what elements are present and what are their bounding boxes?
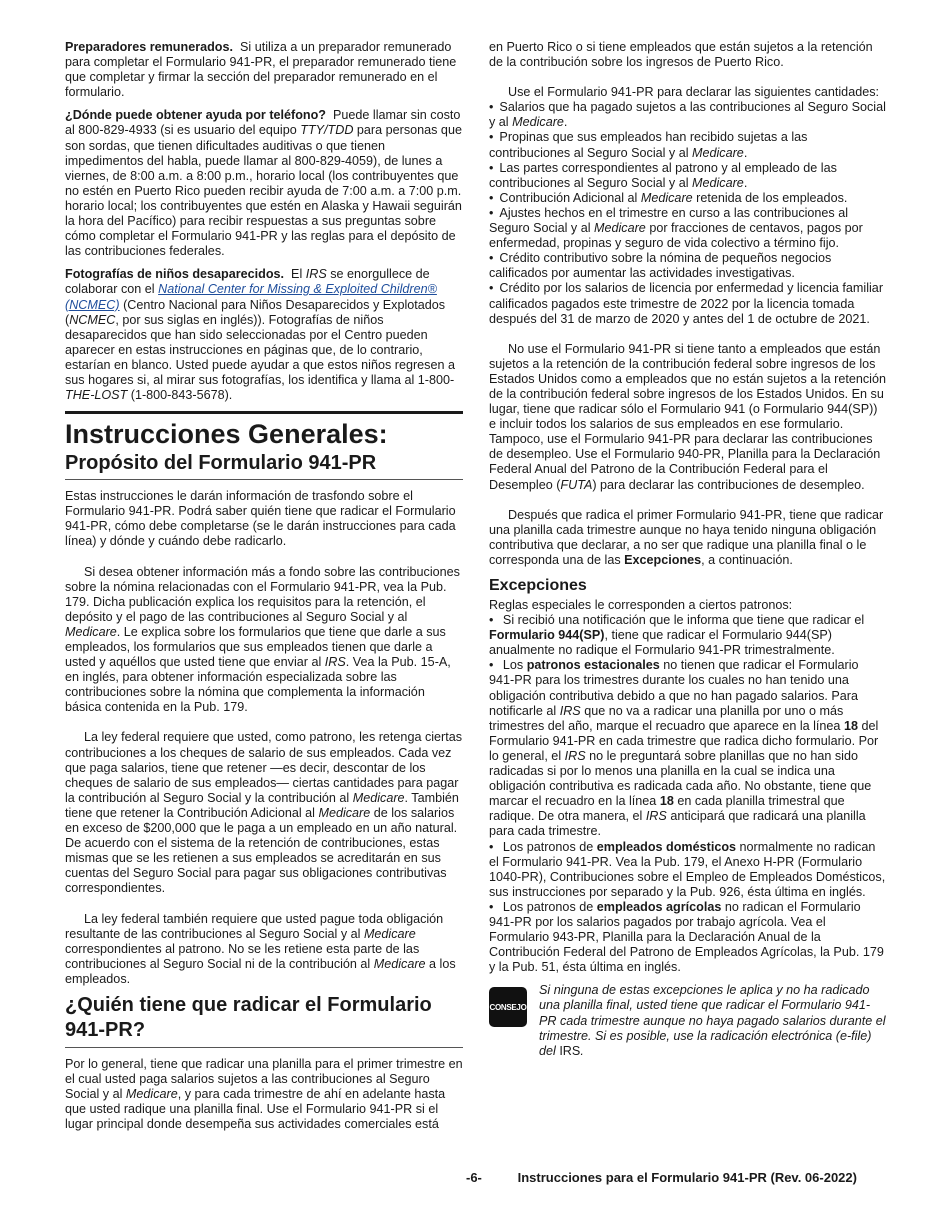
list-item: • Si recibió una notificación que le informa que tiene que radicar el Formulario 944(SP), tiene que radicar el Formulario 944(SP) anualmente no radique el Formulario 941-PR trimestralmente.: [489, 613, 887, 658]
phone-help-paragraph: ¿Dónde puede obtener ayuda por teléfono? Puede llamar sin costo al 800-829-4933 (si es usuario del equipo TTY/TDD para personas que son sordas, que tienen dificultades auditivas o que tienen impedimentos del habla, puede llamar al 800-829-4059), de lunes a viernes, de 8:00 a.m. a 8:00 p.m., horario local (los contribuyentes que no estén en Puerto Rico pueden recibir ayuda de 7:00 a.m. a 7:00 p.m. horario local; los contribuyentes que estén en Alaska y Hawaii seguirán la hora del Pacífico) para recibir respuestas a sus preguntas sobre cómo completar el Formulario 941-PR y las reglas para el depósito de las contribuciones federales.: [65, 108, 462, 259]
list-item: • Las partes correspondientes al patrono y al empleado de las contribuciones al Seguro Social y al Medicare.: [489, 161, 887, 191]
left-column: [65, 40, 463, 1132]
purpose-paragraph-4: La ley federal también requiere que usted pague toda obligación resultante de las contribuciones al Seguro Social y al Medicare correspondientes al patrono. No se les retiene esta parte de las contribuciones al Seguro Social ni de la contribución al Medicare a los empleados.: [65, 911, 456, 986]
who-must-file-heading: ¿Quién tiene que radicar el Formulario 941-PR?: [65, 993, 463, 1048]
do-not-use-paragraph: No use el Formulario 941-PR si tiene tanto a empleados que están sujetos a la retención de la contribución federal sobre ingresos de los Estados Unidos como a empleados que no están sujetos a la retención de la contribución federal sobre ingresos de los Estados Unidos. En su lugar, tiene que radicar sólo el Formulario 941 (o Formulario 944(SP)) e incluir todos los salarios de sus empleados en ese formulario. Tampoco, use el Formulario 941-PR para declarar las contribuciones de desempleo. Use el Formulario 940-PR, Planilla para la Declaración Federal Anual del Patrono de la Contribución Federal para el Desempleo (FUTA) para declarar las contribuciones de desempleo.: [489, 341, 886, 492]
list-item: • Los patronos estacionales no tienen que radicar el Formulario 941-PR para los trimestres durante los cuales no han tenido una obligación contributiva debido a que no han pagado salarios. Para notificarle al IRS que no va a radicar una planilla por uno o más trimestres del año, marque el recuadro que aparece en la línea 18 del Formulario 941-PR en cada trimestre que radica dicho formulario. Por lo general, el IRS no le preguntará sobre planillas que no han sido radicadas si por lo menos una planilla en la cual se indica una obligación contributiva es radicada cada año. No obstante, tiene que marcar el recuadro en la línea 18 en cada planilla trimestral que radique. De otra manera, el IRS anticipará que radicará una planilla para cada trimestre.: [489, 658, 887, 839]
list-item: • Crédito contributivo sobre la nómina de pequeños negocios calificados por aumentar las actividades investigativas.: [489, 251, 887, 281]
list-item: • Ajustes hechos en el trimestre en curso a las contribuciones al Seguro Social y al Medicare por fracciones de centavos, pagos por enfermedad, propinas y seguro de vida colectivo a término fijo.: [489, 206, 887, 251]
right-column: [489, 40, 887, 1059]
general-instructions-heading: Instrucciones Generales:: [65, 411, 463, 449]
list-item: • Propinas que sus empleados han recibido sujetas a las contribuciones al Seguro Social y al Medicare.: [489, 130, 887, 160]
paid-preparers-title: Preparadores remunerados.: [65, 40, 233, 54]
continued-paragraph: en Puerto Rico o si tiene empleados que están sujetos a la retención de la contribución sobre los ingresos de Puerto Rico.: [489, 40, 873, 70]
purpose-paragraph-3: La ley federal requiere que usted, como patrono, les retenga ciertas contribuciones a los cheques de salario de sus empleados. Cada vez que paga salarios, tiene que retener —es decir, descontar de los cheques de salario de sus empleados— ciertas cantidades para pagar la contribución al Seguro Social y la contribución al Medicare. También tiene que retener la Contribución Adicional al Medicare de los salarios en exceso de $200,000 que le paga a un empleado en un año natural. De acuerdo con el sistema de la retención de contribuciones, estas mismas que se les retienen a sus empleados se acreditarán en sus cuentas del Seguro Social para pagar sus obligaciones contributivas correspondientes.: [65, 730, 463, 896]
after-filing-paragraph: Después que radica el primer Formulario 941-PR, tiene que radicar una planilla cada trimestre aunque no haya tenido ninguna obligación contributiva que declarar, a no ser que radique una planilla final o le corresponda una de las Excepciones, a continuación.: [489, 507, 884, 567]
phone-help-title: ¿Dónde puede obtener ayuda por teléfono?: [65, 108, 326, 123]
list-item: • Contribución Adicional al Medicare retenida de los empleados.: [489, 191, 887, 206]
list-item: • Los patronos de empleados domésticos normalmente no radican el Formulario 941-PR. Vea la Pub. 179, el Anexo H-PR (Formulario 1040-PR), Contribuciones sobre el Empleo de Empleados Domésticos, sus instrucciones por separado y la Pub. 926, ésta última en inglés.: [489, 840, 887, 900]
list-item: • Los patronos de empleados agrícolas no radican el Formulario 941-PR por los salarios pagados por trabajo agrícola. Vea el Formulario 943-PR, Planilla para la Declaración Anual de la Contribución Federal del Patrono de Empleados Agrícolas, la Pub. 179 y la Pub. 51, ésta última en inglés.: [489, 900, 887, 975]
exceptions-intro: Reglas especiales le corresponden a ciertos patronos:: [489, 598, 793, 612]
page-number: -6-: [466, 1170, 482, 1185]
ncmec-link[interactable]: National Center for Missing & Exploited Children® (NCMEC): [65, 282, 437, 312]
purpose-heading: Propósito del Formulario 941-PR: [65, 451, 463, 480]
list-item: • Crédito por los salarios de licencia por enfermedad y licencia familiar calificados pagados este trimestre de 2022 por la licencia tomada después del 31 de marzo de 2020 y antes del 1 de octubre de 2021.: [489, 281, 887, 326]
purpose-paragraph-2: Si desea obtener información más a fondo sobre las contribuciones sobre la nómina relacionadas con el Formulario 941-PR, vea la Pub. 179. Dicha publicación explica los requisitos para la retención, el depósito y el pago de las contribuciones al Seguro Social y al Medicare. Le explica sobre los formularios que tiene que darle a sus empleados, los formularios que sus empleados tienen que darle a usted y aquéllos que usted tiene que enviar al IRS. Vea la Pub. 15-A, en inglés, para obtener información especializada sobre las contribuciones sobre la nómina que complementa la información básica contenida en la Pub. 179.: [65, 564, 460, 715]
who-must-file-paragraph: Por lo general, tiene que radicar una planilla para el primer trimestre en el cual usted paga salarios sujetos a las contribuciones al Seguro Social y al Medicare, y para cada trimestre de ahí en adelante hasta que usted radique una planilla final. Use el Formulario 941-PR si el lugar principal donde desempeña sus actividades comerciales está: [65, 1056, 463, 1132]
tip-box: CONSEJO Si ninguna de estas excepciones le aplica y no ha radicado una planilla final, usted tiene que radicar el Formulario 941-PR cada trimestre aunque no haya pagado salarios durante el trimestre. Si es posible, use la radicación electrónica (e-file) del IRS.: [489, 983, 886, 1058]
tip-consejo-icon: CONSEJO: [489, 987, 527, 1027]
page-footer: [466, 1170, 857, 1185]
purpose-paragraph-1: Estas instrucciones le darán información de trasfondo sobre el Formulario 941-PR. Podrá saber quién tiene que radicar el Formulario 941-PR, cómo debe completarse (se le darán instrucciones para cada línea) y dónde y cuándo debe radicarlo.: [65, 489, 456, 549]
missing-children-title: Fotografías de niños desaparecidos.: [65, 267, 285, 282]
paid-preparers-paragraph: Preparadores remunerados. Si utiliza a un preparador remunerado para completar el Formulario 941-PR, el preparador remunerado tiene que completar y firmar la sección del preparador remunerado en el formulario.: [65, 40, 457, 100]
list-item: • Salarios que ha pagado sujetos a las contribuciones al Seguro Social y al Medicare.: [489, 100, 887, 130]
missing-children-paragraph: Fotografías de niños desaparecidos. El IRS se enorgullece de colaborar con el National Center for Missing & Exploited Children® (NCMEC) (Centro Nacional para Niños Desaparecidos y Explotados (NCMEC, por sus siglas en inglés)). Fotografías de niños desaparecidos que han sido seleccionadas por el Centro pueden aparecer en estas instrucciones en páginas que, de lo contrario, estarían en blanco. Usted puede ayudar a que estos niños regresen a sus hogares si, al mirar sus fotografías, los identifica y llama al 1-800-THE-LOST (1-800-843-5678).: [65, 267, 455, 403]
exceptions-heading: Excepciones: [489, 577, 587, 594]
use-form-intro: Use el Formulario 941-PR para declarar las siguientes cantidades:: [508, 85, 879, 100]
footer-title: Instrucciones para el Formulario 941-PR (Rev. 06-2022): [517, 1170, 857, 1185]
